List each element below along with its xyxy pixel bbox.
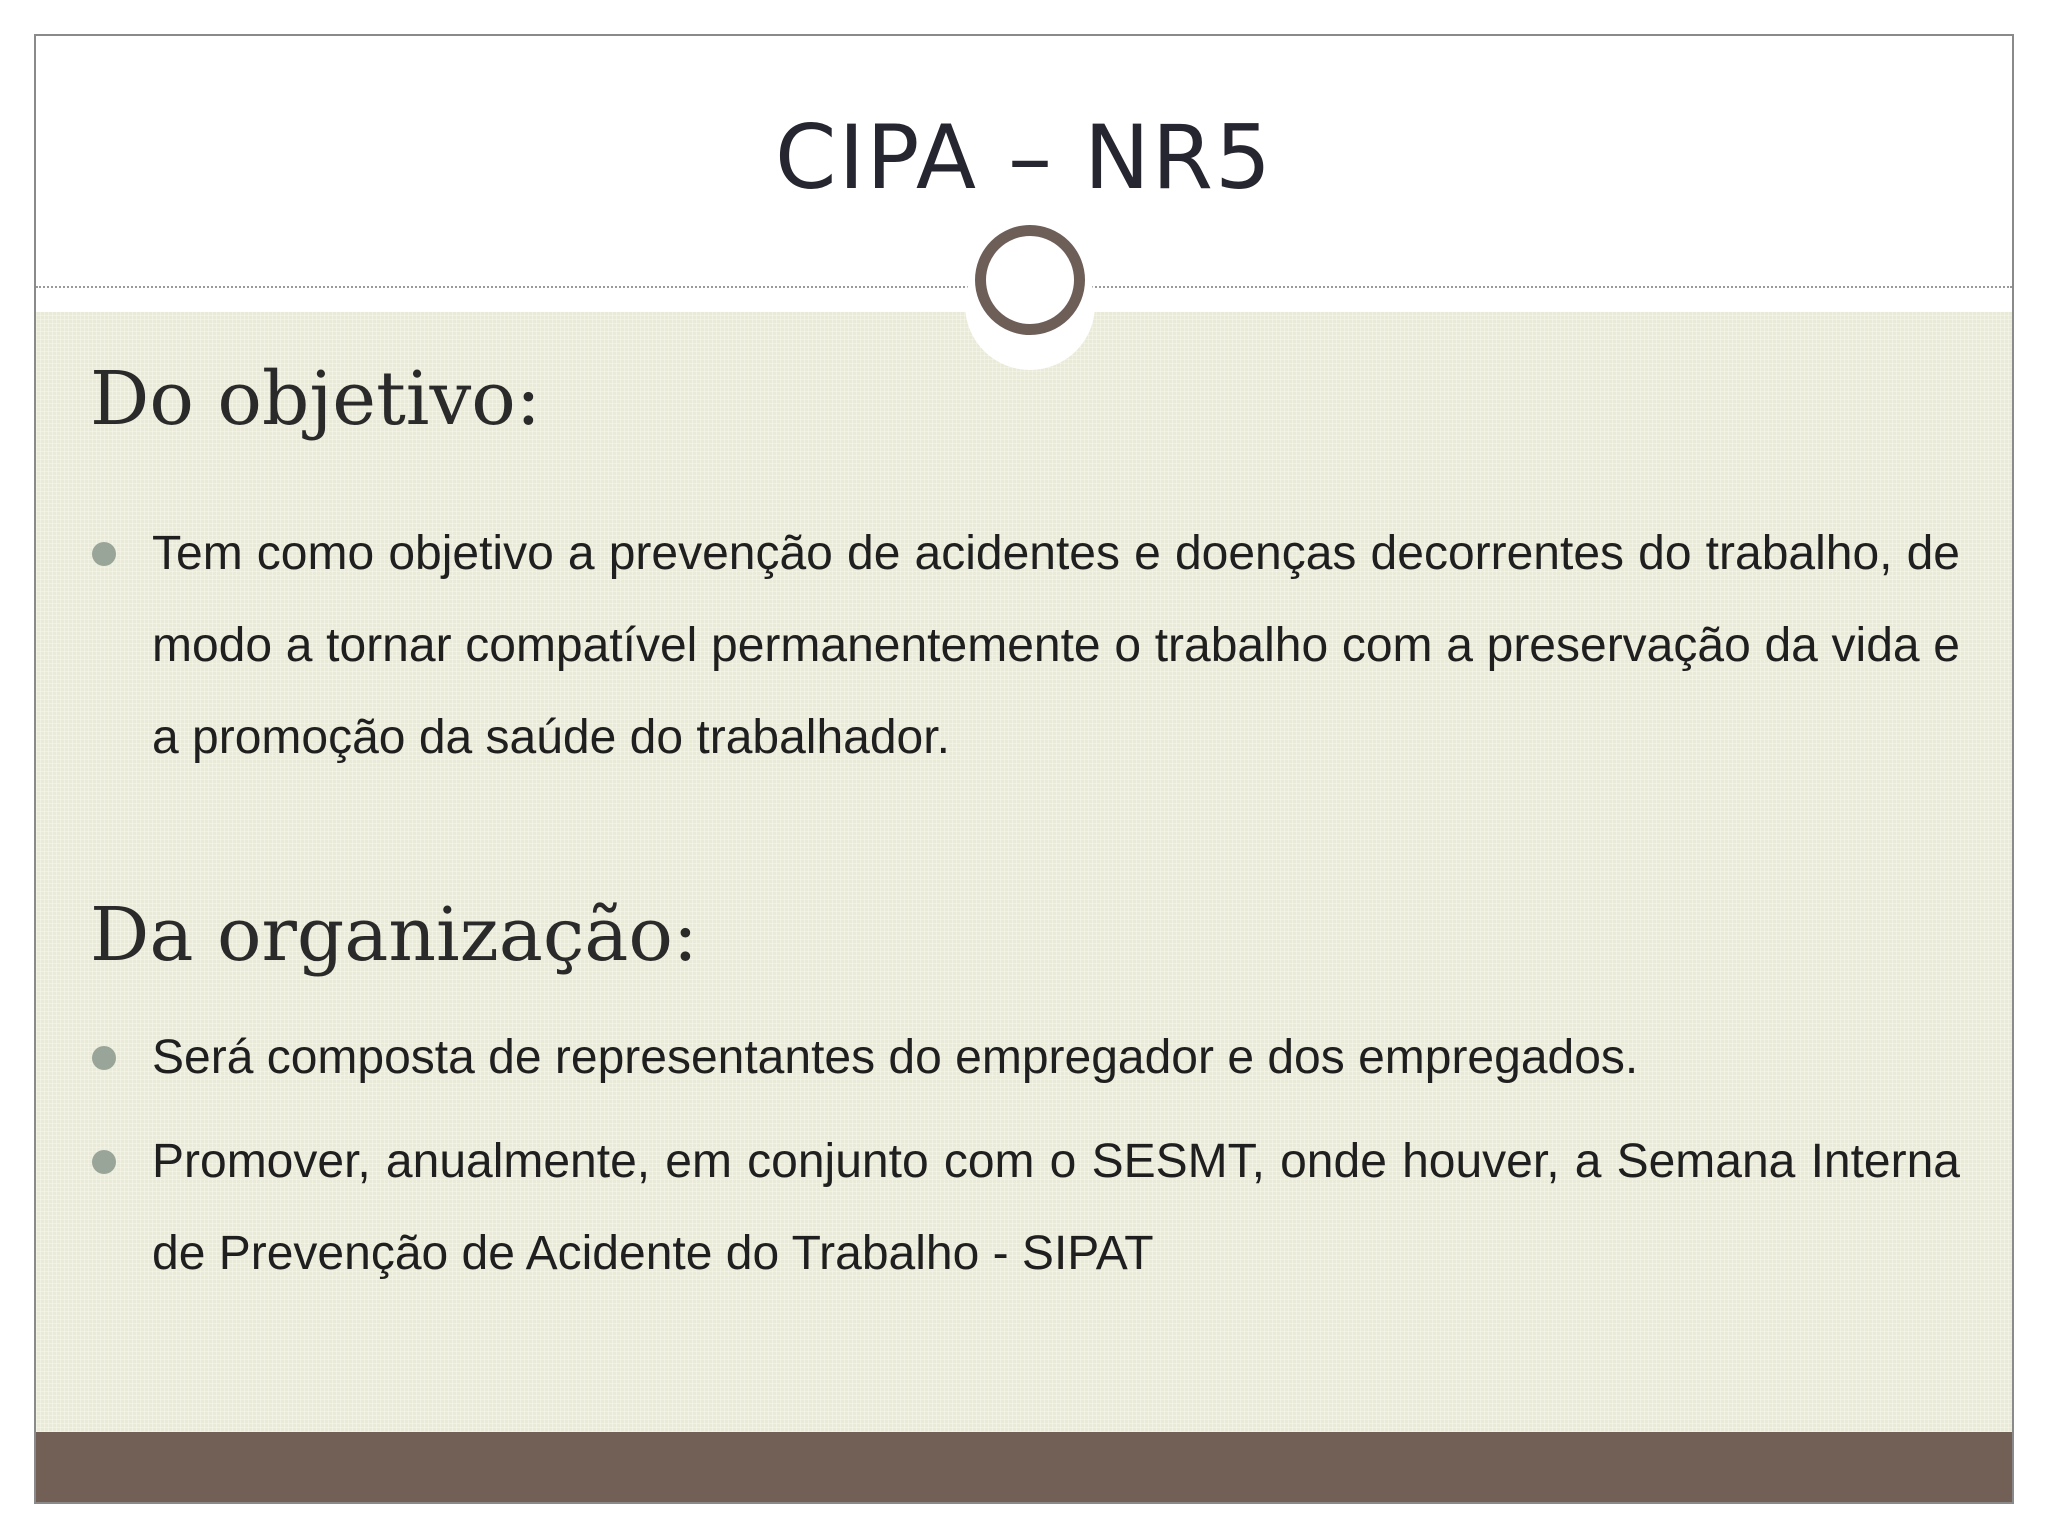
bullet-dot-icon xyxy=(92,542,116,566)
slide xyxy=(34,34,2014,1504)
section-heading-objetivo: Do objetivo: xyxy=(90,356,541,442)
bullet-dot-icon xyxy=(92,1150,116,1174)
bullet-list-organizacao xyxy=(90,1012,1960,1300)
list-item xyxy=(90,508,1960,784)
section-heading-organizacao: Da organização: xyxy=(90,892,698,978)
bullet-text: Tem como objetivo a prevenção de acidentes e doenças decorrentes do trabalho, de modo a tornar compatível permanentemente o trabalho com a preservação da vida e a promoção da saúde do trabalhador. xyxy=(152,527,1960,764)
list-item xyxy=(90,1116,1960,1300)
bullet-list-objetivo xyxy=(90,508,1960,784)
bullet-text: Promover, anualmente, em conjunto com o SESMT, onde houver, a Semana Interna de Prevenção de Acidente do Trabalho - SIPAT xyxy=(152,1135,1960,1280)
circle-ornament-icon xyxy=(975,225,1085,335)
footer-bar xyxy=(36,1432,2012,1504)
slide-title: CIPA – NR5 xyxy=(775,106,1273,209)
bullet-dot-icon xyxy=(92,1046,116,1070)
list-item xyxy=(90,1012,1960,1104)
bullet-text: Será composta de representantes do empregador e dos empregados. xyxy=(152,1031,1639,1084)
